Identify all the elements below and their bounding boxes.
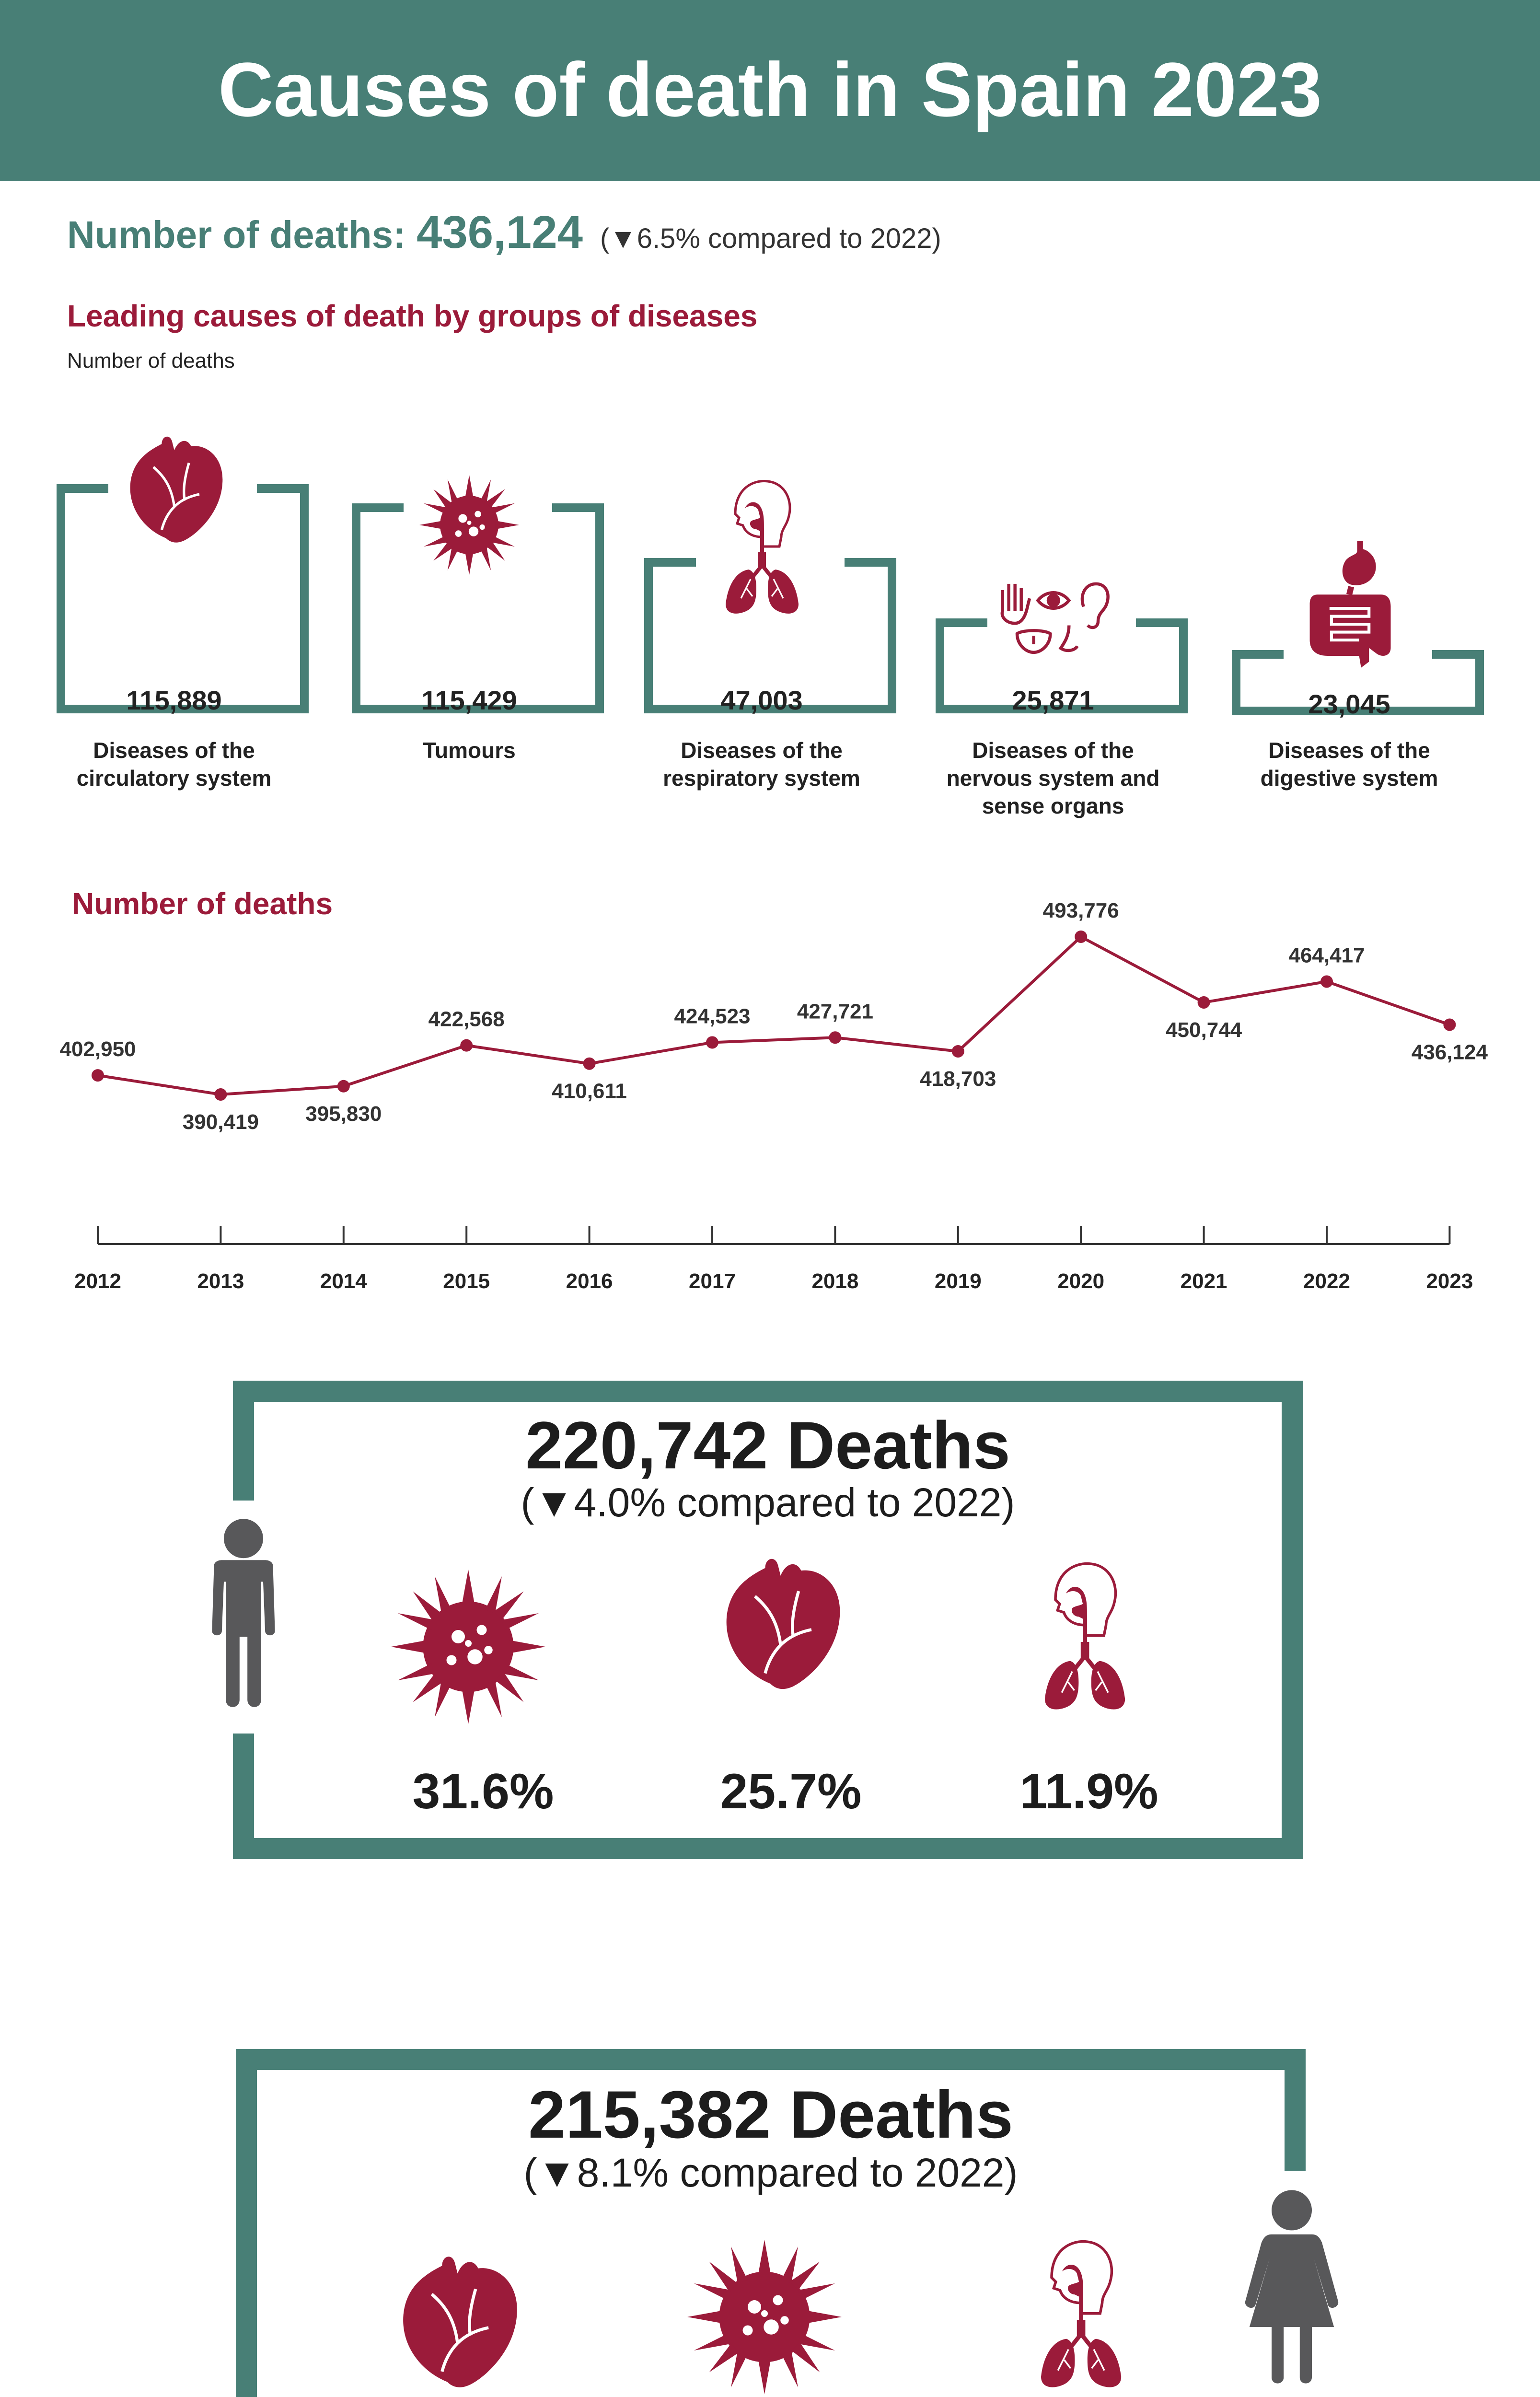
line-chart-title: Number of deaths — [72, 886, 333, 921]
women-deaths-comparison: (▼8.1% compared to 2022) — [523, 2150, 1018, 2195]
data-label-2018: 427,721 — [797, 1000, 873, 1024]
group-value-digestive: 23,045 — [1308, 689, 1390, 719]
x-tick-label-2018: 2018 — [811, 1269, 859, 1293]
data-label-2020: 493,776 — [1042, 901, 1119, 922]
data-label-2014: 395,830 — [305, 1102, 382, 1126]
x-tick-label-2016: 2016 — [566, 1269, 613, 1293]
data-point-2015 — [460, 1039, 473, 1052]
deaths-line-chart — [0, 901, 1540, 1304]
data-label-2019: 418,703 — [920, 1067, 996, 1091]
x-tick-label-2021: 2021 — [1180, 1269, 1227, 1293]
heart-icon — [124, 431, 229, 547]
respiratory-system-icon — [706, 461, 802, 634]
data-point-2013 — [214, 1088, 227, 1101]
data-point-2021 — [1198, 996, 1210, 1009]
x-tick-label-2023: 2023 — [1426, 1269, 1473, 1293]
x-tick-label-2013: 2013 — [197, 1269, 244, 1293]
data-label-2013: 390,419 — [182, 1110, 259, 1134]
data-label-2022: 464,417 — [1288, 943, 1365, 967]
sense-organs-icon — [992, 575, 1117, 669]
data-point-2020 — [1075, 931, 1087, 943]
data-point-2019 — [952, 1045, 964, 1058]
data-label-2012: 402,950 — [59, 1037, 136, 1061]
men-deaths-title: 220,742 Deaths — [525, 1408, 1010, 1483]
total-deaths-line — [67, 206, 941, 265]
data-label-2023: 436,124 — [1411, 1040, 1488, 1064]
group-name-digestive: Diseases of the digestive system — [1260, 738, 1438, 791]
data-point-2017 — [706, 1036, 718, 1048]
respiratory-system-icon — [1024, 1542, 1129, 1732]
data-point-2016 — [583, 1058, 596, 1070]
groups-subtitle: Number of deaths — [67, 349, 235, 372]
group-value-nervous: 25,871 — [1012, 685, 1094, 715]
group-value-tumours: 115,429 — [421, 685, 517, 715]
x-tick-label-2019: 2019 — [934, 1269, 982, 1293]
page-title: Causes of death in Spain 2023 — [218, 47, 1322, 132]
heart-icon — [395, 2250, 525, 2392]
x-tick-label-2017: 2017 — [689, 1269, 736, 1293]
x-tick-label-2022: 2022 — [1303, 1269, 1350, 1293]
data-point-2014 — [337, 1080, 350, 1093]
total-deaths-value: 436,124 — [416, 207, 583, 258]
data-label-2016: 410,611 — [552, 1079, 627, 1103]
woman-icon — [1233, 2186, 1351, 2387]
group-name-nervous: Diseases of the nervous system and sense organs — [946, 738, 1160, 818]
tumour-cell-icon — [384, 1563, 552, 1731]
data-label-2015: 422,568 — [428, 1007, 505, 1031]
men-cause-3-percentage: 11.9% — [1019, 1764, 1158, 1819]
men-deaths-comparison: (▼4.0% compared to 2022) — [521, 1480, 1015, 1525]
x-tick-label-2015: 2015 — [443, 1269, 490, 1293]
group-name-circulatory: Diseases of the circulatory system — [76, 738, 272, 791]
man-icon — [187, 1515, 300, 1711]
tumour-cell-icon — [681, 2233, 848, 2397]
group-value-respiratory: 47,003 — [720, 685, 803, 715]
digestive-system-icon — [1300, 537, 1399, 676]
heart-icon — [719, 1552, 847, 1694]
deaths-series-line — [98, 937, 1449, 1094]
data-point-2023 — [1443, 1019, 1456, 1031]
data-point-2022 — [1320, 975, 1333, 988]
groups-title: Leading causes of death by groups of diseases — [67, 299, 758, 333]
women-deaths-title: 215,382 Deaths — [528, 2077, 1013, 2152]
x-tick-label-2012: 2012 — [74, 1269, 121, 1293]
respiratory-system-icon — [1020, 2219, 1125, 2397]
tumour-cell-icon — [415, 471, 523, 579]
men-cause-2-percentage: 25.7% — [720, 1764, 862, 1819]
group-name-tumours: Tumours — [423, 738, 516, 763]
total-deaths-label: Number of deaths: — [67, 213, 417, 256]
group-name-respiratory: Diseases of the respiratory system — [663, 738, 860, 791]
data-label-2021: 450,744 — [1166, 1018, 1242, 1042]
x-tick-label-2020: 2020 — [1057, 1269, 1105, 1293]
total-deaths-comparison: (▼6.5% compared to 2022) — [600, 223, 941, 254]
men-cause-1-percentage: 31.6% — [412, 1764, 554, 1819]
data-label-2017: 424,523 — [674, 1004, 751, 1028]
data-point-2018 — [829, 1031, 841, 1044]
x-tick-label-2014: 2014 — [320, 1269, 367, 1293]
group-value-circulatory: 115,889 — [126, 685, 222, 715]
data-point-2012 — [92, 1069, 104, 1082]
